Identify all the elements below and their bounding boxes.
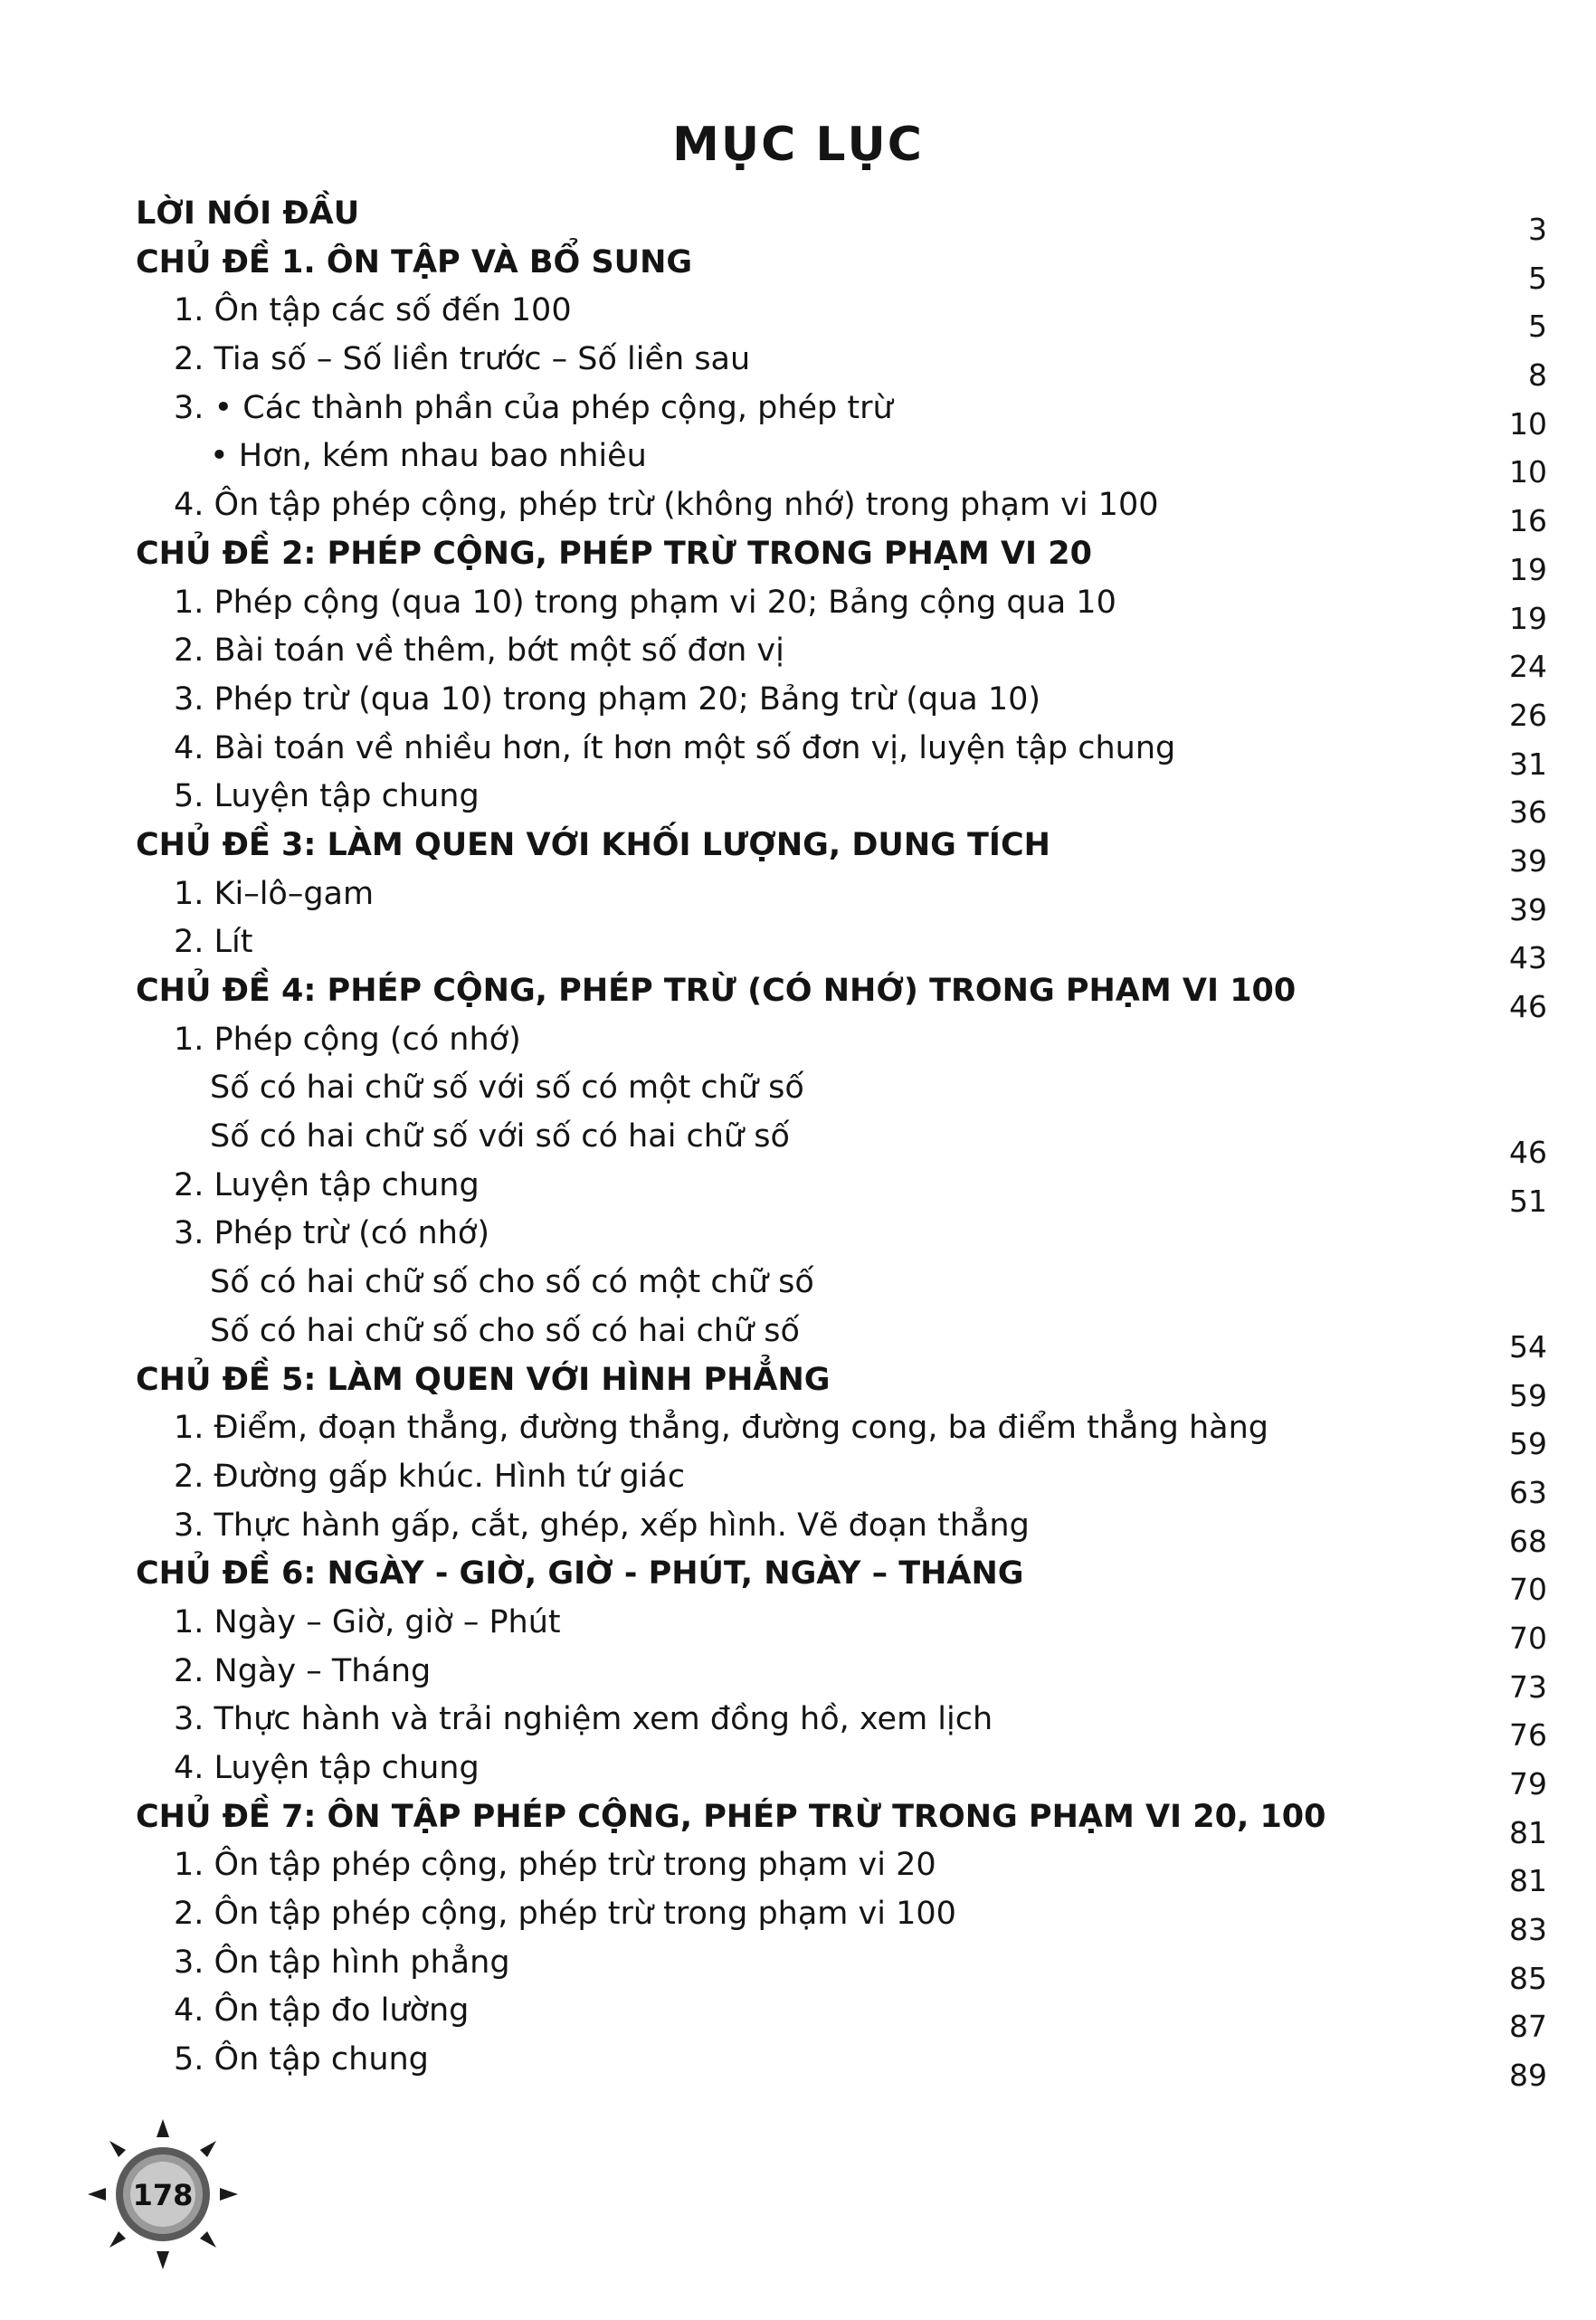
toc-entry-label: CHỦ ĐỀ 7: ÔN TẬP PHÉP CỘNG, PHÉP TRỪ TRONG PHẠM VI 20, 100 <box>136 1798 1326 1835</box>
toc-entry <box>136 1841 1547 1899</box>
toc-entry <box>136 1307 1547 1364</box>
toc-entry-label: 2. Đường gấp khúc. Hình tứ giác <box>174 1458 686 1495</box>
toc-page-number: 39 <box>1509 891 1547 927</box>
toc-entry <box>136 676 1547 733</box>
toc-entry <box>136 1599 1547 1656</box>
toc-entry-label: CHỦ ĐỀ 4: PHÉP CỘNG, PHÉP TRỪ (CÓ NHỚ) TRONG PHẠM VI 100 <box>136 973 1297 1009</box>
toc-entry <box>136 1016 1547 1065</box>
toc-page-number: 43 <box>1509 940 1547 976</box>
toc-page-number: 10 <box>1509 454 1547 490</box>
toc-entry-label: 2. Tia số – Số liền trước – Số liền sau <box>174 341 751 378</box>
toc-entry <box>136 1210 1547 1259</box>
toc-entry-label: Số có hai chữ số cho số có một chữ số <box>210 1264 814 1301</box>
toc-entry-label: CHỦ ĐỀ 5: LÀM QUEN VỚI HÌNH PHẲNG <box>136 1361 831 1398</box>
toc-entry <box>136 1987 1547 2045</box>
toc-entry-label: 1. Điểm, đoạn thẳng, đường thẳng, đường cong, ba điểm thẳng hàng <box>174 1410 1269 1447</box>
toc-entry-label: 3. Phép trừ (qua 10) trong phạm 20; Bảng trừ (qua 10) <box>174 680 1041 718</box>
toc-entry <box>136 1404 1547 1462</box>
toc-page-number: 87 <box>1509 2009 1547 2045</box>
toc-page-number: 46 <box>1509 989 1547 1024</box>
toc-entry-label: 1. Ki–lô–gam <box>174 875 375 912</box>
toc-page-number: 76 <box>1509 1717 1547 1754</box>
toc-page-number: 19 <box>1509 551 1547 587</box>
toc-chapter-heading <box>136 822 1547 879</box>
toc-entry <box>136 1648 1547 1705</box>
toc-page-number: 73 <box>1509 1669 1547 1705</box>
toc-chapter-heading <box>136 967 1547 1024</box>
toc-entry <box>136 1162 1547 1219</box>
toc-page-number: 54 <box>1509 1328 1547 1364</box>
toc-page-number: 46 <box>1509 1135 1547 1171</box>
toc-entry-label: Số có hai chữ số cho số có hai chữ số <box>210 1312 800 1349</box>
toc-entry <box>136 287 1547 345</box>
toc-page-number: 59 <box>1509 1426 1547 1462</box>
toc-entry <box>136 579 1547 636</box>
toc-page-number: 85 <box>1509 1960 1547 1996</box>
toc-entry <box>136 1939 1547 1996</box>
toc-entry <box>136 1745 1547 1802</box>
toc-page-number: 70 <box>1509 1620 1547 1656</box>
toc-entry-label: 2. Lít <box>174 924 253 961</box>
toc-entry-label: 5. Ôn tập chung <box>174 2041 429 2078</box>
toc-entry-label: 1. Ôn tập các số đến 100 <box>174 292 572 329</box>
toc-page-number: 10 <box>1509 405 1547 442</box>
toc-entry-label: 1. Phép cộng (có nhớ) <box>174 1021 521 1058</box>
toc-entry <box>136 1259 1547 1307</box>
toc-page-number: 81 <box>1509 1863 1547 1899</box>
toc-entry <box>136 385 1547 442</box>
toc-chapter-heading <box>136 530 1547 587</box>
toc-entry <box>136 725 1547 782</box>
toc-page-number: 5 <box>1528 260 1547 296</box>
toc-entry-label: 3. Thực hành và trải nghiệm xem đồng hồ, xem lịch <box>174 1701 993 1738</box>
toc-chapter-heading <box>136 1550 1547 1608</box>
toc-page-number: 8 <box>1528 357 1547 394</box>
toc-page-number: 16 <box>1509 503 1547 539</box>
toc-entry-label: 2. Ôn tập phép cộng, phép trừ trong phạm vi 100 <box>174 1896 956 1933</box>
toc-entry-label: Số có hai chữ số với số có một chữ số <box>210 1070 804 1107</box>
toc-entry <box>136 433 1547 490</box>
toc-page-number: 3 <box>1528 212 1547 247</box>
toc-page-number: 51 <box>1509 1183 1547 1219</box>
toc-entry <box>136 870 1547 927</box>
toc-entry-label: 4. Ôn tập phép cộng, phép trừ (không nhớ) trong phạm vi 100 <box>174 487 1159 524</box>
toc-chapter-heading <box>136 1793 1547 1850</box>
toc-entry-label: 3. Thực hành gấp, cắt, ghép, xếp hình. Vẽ đoạn thẳng <box>174 1507 1030 1544</box>
toc-chapter-heading <box>136 239 1547 296</box>
toc-page-number: 24 <box>1509 649 1547 685</box>
toc-entry-label: 3. Ôn tập hình phẳng <box>174 1944 510 1981</box>
toc-page-number: 83 <box>1509 1912 1547 1948</box>
toc-page-number: 70 <box>1509 1572 1547 1608</box>
toc-entry-label: 3. Phép trừ (có nhớ) <box>174 1215 489 1252</box>
toc-page-number: 5 <box>1528 309 1547 345</box>
toc-entry-label: CHỦ ĐỀ 3: LÀM QUEN VỚI KHỐI LƯỢNG, DUNG TÍCH <box>136 826 1050 863</box>
toc-entry-label: CHỦ ĐỀ 6: NGÀY - GIỜ, GIỜ - PHÚT, NGÀY – THÁNG <box>136 1555 1024 1593</box>
toc-chapter-heading <box>136 190 1547 247</box>
toc-entry <box>136 1064 1547 1113</box>
toc-page-number: 39 <box>1509 842 1547 879</box>
toc-page-number: 63 <box>1509 1474 1547 1510</box>
toc-entry-label: CHỦ ĐỀ 2: PHÉP CỘNG, PHÉP TRỪ TRONG PHẠM VI 20 <box>136 535 1092 572</box>
toc-entry <box>136 2036 1547 2094</box>
toc-entry-label: • Hơn, kém nhau bao nhiêu <box>210 438 647 475</box>
toc-page-number: 36 <box>1509 794 1547 831</box>
toc-entry <box>136 1890 1547 1948</box>
toc-entry <box>136 1502 1547 1559</box>
toc-entry-label: 2. Ngày – Tháng <box>174 1652 432 1689</box>
toc-page-number: 26 <box>1509 697 1547 733</box>
toc-entry-label: 4. Bài toán về nhiều hơn, ít hơn một số đơn vị, luyện tập chung <box>174 729 1176 766</box>
toc-entry-label: CHỦ ĐỀ 1. ÔN TẬP VÀ BỔ SUNG <box>136 243 693 280</box>
toc-entry-label: 3. • Các thành phần của phép cộng, phép trừ <box>174 389 893 426</box>
toc-entry-label: 4. Luyện tập chung <box>174 1750 480 1786</box>
toc-entry-label: 2. Luyện tập chung <box>174 1166 480 1203</box>
page-title: MỤC LỤC <box>672 118 924 172</box>
toc-entry <box>136 481 1547 539</box>
toc-entry <box>136 773 1547 831</box>
toc-entry <box>136 1113 1547 1171</box>
toc-entry <box>136 1453 1547 1510</box>
toc-entry-label: 2. Bài toán về thêm, bớt một số đơn vị <box>174 632 784 670</box>
toc-page-number: 59 <box>1509 1377 1547 1413</box>
toc-page-number: 31 <box>1509 746 1547 782</box>
toc-page-number: 79 <box>1509 1766 1547 1802</box>
toc-entry-label: 4. Ôn tập đo lường <box>174 1992 470 2030</box>
toc-page-number: 68 <box>1509 1523 1547 1559</box>
toc-entry <box>136 1696 1547 1754</box>
toc-entry-label: LỜI NÓI ĐẦU <box>136 195 360 232</box>
table-of-contents <box>136 190 1547 2094</box>
toc-entry <box>136 627 1547 685</box>
toc-entry <box>136 918 1547 976</box>
toc-entry-label: 1. Ôn tập phép cộng, phép trừ trong phạm vi 20 <box>174 1847 936 1884</box>
toc-entry-label: 1. Ngày – Giờ, giờ – Phút <box>174 1603 561 1640</box>
toc-entry-label: 5. Luyện tập chung <box>174 778 480 815</box>
toc-chapter-heading <box>136 1356 1547 1413</box>
page-number-badge <box>86 2117 240 2271</box>
toc-entry-label: Số có hai chữ số với số có hai chữ số <box>210 1118 790 1155</box>
toc-entry <box>136 336 1547 394</box>
toc-entry-label: 1. Phép cộng (qua 10) trong phạm vi 20; Bảng cộng qua 10 <box>174 584 1116 621</box>
toc-page-number: 81 <box>1509 1814 1547 1850</box>
page-number: 178 <box>132 2178 194 2212</box>
toc-page-number: 89 <box>1509 2058 1547 2094</box>
toc-page-number: 19 <box>1509 600 1547 636</box>
